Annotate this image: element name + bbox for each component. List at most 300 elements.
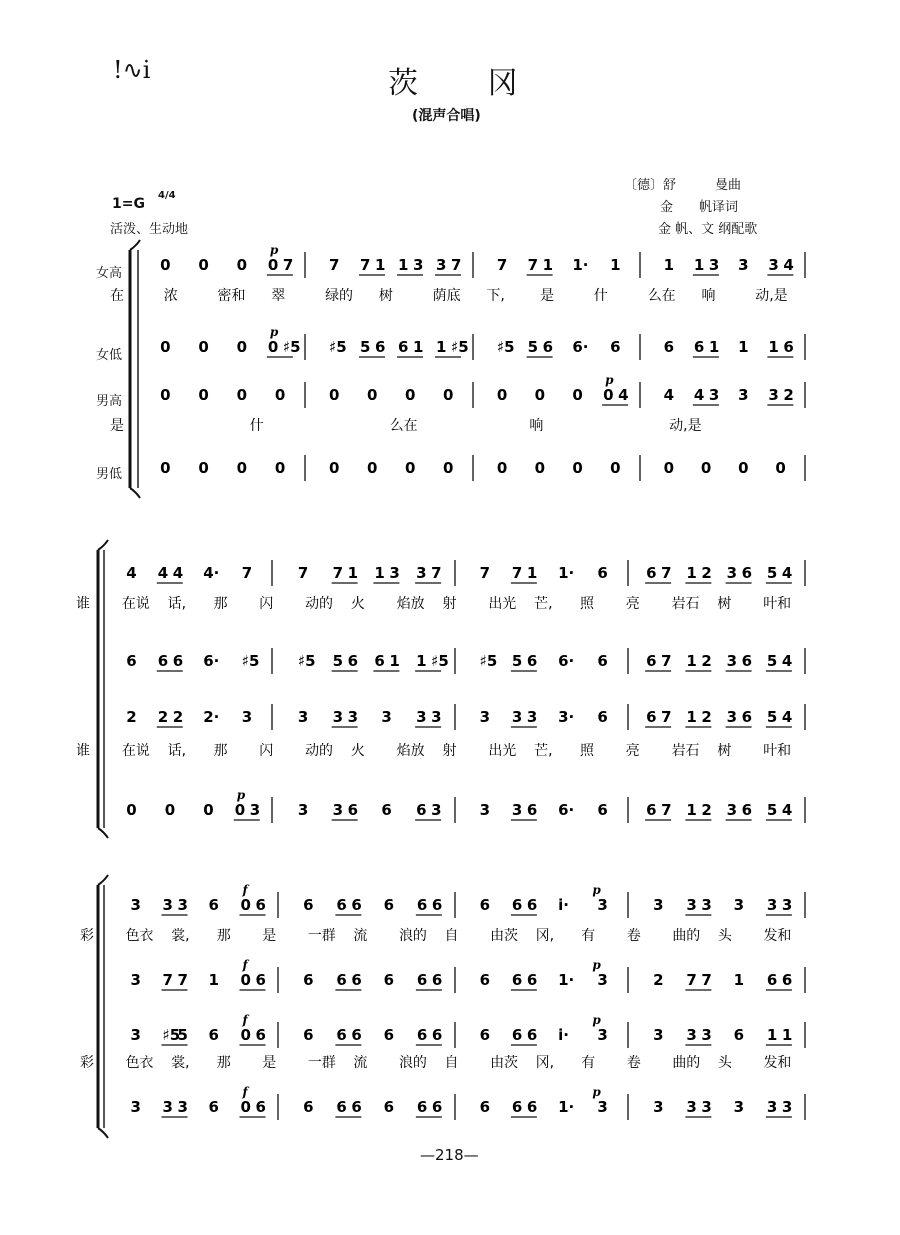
note: 6· <box>572 338 589 356</box>
note: 0 <box>203 801 214 819</box>
note: 0 <box>405 459 416 477</box>
note: 6 <box>511 1098 523 1116</box>
note: 7 <box>527 256 539 274</box>
note: 6 <box>383 1098 395 1116</box>
note: 6 <box>431 1098 443 1116</box>
note: 7 <box>431 564 442 582</box>
note: 3 <box>701 1098 712 1116</box>
note: 6 <box>597 564 608 582</box>
tempo-marking: 活泼、生动地 <box>110 222 189 237</box>
lyric: 浪的 <box>398 928 427 944</box>
note: 6 <box>646 708 657 726</box>
handwritten-mark: !∿i <box>113 56 151 84</box>
lyric: 动的 <box>305 596 334 612</box>
note: 3 <box>768 256 779 274</box>
note: 0 <box>572 386 583 404</box>
lyric: 是 <box>262 928 277 944</box>
note: 3 <box>332 708 344 726</box>
note: 0 <box>240 1026 251 1044</box>
lyric: 动,是 <box>669 418 702 434</box>
dynamic-mark: p <box>236 788 246 802</box>
lyric: 岩石 <box>671 596 700 612</box>
note: 7 <box>479 564 491 582</box>
note: 3 <box>766 1098 778 1116</box>
note: 4· <box>203 564 220 582</box>
note: 7 <box>661 564 672 582</box>
note: 3 <box>297 708 309 726</box>
note: 6· <box>558 652 575 670</box>
lyric: 有 <box>581 928 596 944</box>
note: 3 <box>389 564 400 582</box>
dynamic-mark: f <box>242 1085 248 1099</box>
lyric: 芒, <box>534 743 553 759</box>
note: 1 <box>542 256 554 274</box>
note: 1 <box>663 256 675 274</box>
lyric: 翠 <box>271 288 286 304</box>
lyric: 在说 <box>121 743 150 759</box>
dynamic-mark: f <box>242 958 248 972</box>
note: 0 <box>160 338 171 356</box>
lyric: 有 <box>581 1055 596 1071</box>
note: 0 <box>405 386 416 404</box>
note: 0 <box>160 386 171 404</box>
lyric: 亮 <box>625 743 640 759</box>
note: 1 <box>526 564 538 582</box>
lyric: 曲的 <box>672 1055 701 1071</box>
lyric: 由茨 <box>490 1055 519 1071</box>
note: 3 <box>332 801 344 819</box>
note: 6 <box>303 1098 314 1116</box>
lyric: 响 <box>529 418 544 434</box>
lyric: 一群 <box>307 928 336 944</box>
dynamic-mark: p <box>269 325 279 339</box>
lyric: 火 <box>350 743 365 759</box>
lyric: 荫底 <box>432 288 461 304</box>
lyric: 什 <box>249 418 264 434</box>
note: 3 <box>766 896 778 914</box>
note: 1 <box>398 256 409 274</box>
note: 6 <box>597 652 608 670</box>
note: 1 <box>738 338 749 356</box>
lyric: 闪 <box>259 596 274 612</box>
note: 1· <box>572 256 589 274</box>
note: 2 <box>783 386 794 404</box>
note: 3 <box>130 896 141 914</box>
note: 6 <box>479 971 491 989</box>
note: ♯5 <box>431 652 449 670</box>
note: 3 <box>177 896 188 914</box>
lyric: 动的 <box>305 743 334 759</box>
page-number: —218— <box>420 1146 479 1164</box>
note: 2 <box>172 708 184 726</box>
note: 3 <box>597 896 608 914</box>
note: 3 <box>130 971 141 989</box>
note: 7 <box>661 801 672 819</box>
dynamic-mark: p <box>592 958 601 972</box>
note: 3 <box>597 971 608 989</box>
note: 6 <box>374 652 385 670</box>
note: 3 <box>413 256 424 274</box>
note: 3 <box>686 896 697 914</box>
note: 3 <box>781 896 793 914</box>
note: 7 <box>241 564 253 582</box>
note: 6 <box>303 896 314 914</box>
note: 5 <box>511 652 523 670</box>
note: 6 <box>416 896 428 914</box>
note: 1· <box>558 1098 575 1116</box>
note: 2 <box>701 801 712 819</box>
note: 2 <box>701 564 712 582</box>
note: 7 <box>360 256 371 274</box>
note: 6 <box>351 1098 362 1116</box>
lyric: 是 <box>262 1055 277 1071</box>
note: 0 <box>738 459 749 477</box>
note: 6 <box>383 896 395 914</box>
lyric: 自 <box>444 1055 459 1071</box>
note: 5 <box>766 652 778 670</box>
lyric: 发和 <box>763 1055 792 1071</box>
lyric: 动,是 <box>755 288 788 304</box>
note: 6 <box>526 652 538 670</box>
note: 6 <box>693 338 705 356</box>
lyric: 什 <box>593 288 608 304</box>
dynamic-mark: p <box>269 243 279 257</box>
note: 2 <box>126 708 137 726</box>
note: 3 <box>597 1098 608 1116</box>
lyric: 照 <box>579 596 594 612</box>
note: 3 <box>708 256 720 274</box>
lyric: 密和 <box>217 288 246 304</box>
lyric: 一群 <box>307 1055 336 1071</box>
note: 6 <box>336 971 347 989</box>
note: 6 <box>526 1026 538 1044</box>
lyric: 么在 <box>647 288 676 304</box>
note: 1 <box>733 971 745 989</box>
bracket-hook-bottom <box>98 828 108 838</box>
lyric: 谁 <box>76 596 90 612</box>
note: 3 <box>526 708 538 726</box>
note: 3 <box>686 1026 697 1044</box>
note: 7 <box>661 652 672 670</box>
part-label-soprano: 女高 <box>96 266 123 281</box>
note: 0 <box>267 338 279 356</box>
note: 6 <box>383 971 395 989</box>
lyric: 那 <box>216 1055 231 1071</box>
note: 0 <box>367 386 378 404</box>
note: 6 <box>781 971 793 989</box>
note: 3 <box>436 256 447 274</box>
note: 3 <box>162 896 173 914</box>
note: 0 <box>274 459 286 477</box>
note: 6 <box>381 801 392 819</box>
note: 0 <box>240 896 251 914</box>
note: 6 <box>646 652 657 670</box>
note: 6 <box>597 801 608 819</box>
note: ♯5 <box>282 338 301 356</box>
lyric: 树 <box>717 743 732 759</box>
note: 7 <box>511 564 523 582</box>
note: 1 <box>347 564 359 582</box>
note: 0 <box>160 256 171 274</box>
note: 1 <box>375 256 386 274</box>
dynamic-mark: f <box>242 1013 248 1027</box>
note: 6 <box>526 801 538 819</box>
note: 0 <box>603 386 614 404</box>
note: 3 <box>726 564 738 582</box>
note: 6 <box>479 1026 491 1044</box>
lyric: 出光 <box>488 743 517 759</box>
note: 0 <box>198 256 209 274</box>
note: 0 <box>198 338 209 356</box>
lyric: 叶和 <box>763 743 792 759</box>
note: 0 <box>329 459 340 477</box>
note: 3 <box>431 801 442 819</box>
dynamic-mark: p <box>592 1013 601 1027</box>
lyric: 浪的 <box>398 1055 427 1071</box>
note: 3 <box>479 708 491 726</box>
note: 4 <box>781 564 793 582</box>
note: ♯5 <box>496 338 515 356</box>
note: 6 <box>336 1098 347 1116</box>
note: 0 <box>160 459 171 477</box>
note: 0 <box>236 386 248 404</box>
note: 6 <box>303 1026 314 1044</box>
note: 6 <box>741 564 753 582</box>
part-label-alto: 女低 <box>96 348 123 363</box>
note: 6 <box>479 896 491 914</box>
note: 0 <box>534 459 546 477</box>
note: 0 <box>329 386 340 404</box>
note: 5 <box>332 652 344 670</box>
note: 1 <box>686 708 697 726</box>
note: 6 <box>741 708 753 726</box>
note: 1 <box>781 1026 793 1044</box>
lyric: 闪 <box>259 743 274 759</box>
lyric: 谁 <box>76 743 90 759</box>
note: 1 <box>686 801 697 819</box>
note: 6 <box>157 652 169 670</box>
note: 3 <box>738 386 749 404</box>
note: 2 <box>157 708 169 726</box>
note: 2 <box>701 708 712 726</box>
note: 4 <box>172 564 184 582</box>
note: 7 <box>701 971 712 989</box>
lyric: 亮 <box>625 596 640 612</box>
note: 4 <box>663 386 675 404</box>
lyric: 是 <box>110 418 124 434</box>
note: 7 <box>496 256 508 274</box>
note: 3 <box>781 1098 793 1116</box>
note: 5 <box>177 1026 188 1044</box>
note: 1 <box>413 338 424 356</box>
note: i· <box>558 1026 569 1044</box>
note: 3 <box>733 1098 745 1116</box>
note: 4 <box>783 256 794 274</box>
note: 6 <box>526 896 538 914</box>
note: 6 <box>766 971 778 989</box>
note: 2· <box>203 708 220 726</box>
note: 3 <box>768 386 779 404</box>
lyric: 绿的 <box>325 288 354 304</box>
note: 6 <box>479 1098 491 1116</box>
note: 6 <box>126 652 137 670</box>
bracket-hook-top <box>130 240 140 250</box>
dynamic-mark: p <box>592 1085 601 1099</box>
note: 0 <box>572 459 583 477</box>
note: 0 <box>198 386 209 404</box>
note: ♯5 <box>451 338 469 356</box>
note: ♯5 <box>162 1026 181 1044</box>
note: 4 <box>693 386 705 404</box>
lyric: 由茨 <box>490 928 519 944</box>
note: 0 <box>236 338 248 356</box>
note: 6 <box>542 338 554 356</box>
note: 3 <box>297 801 309 819</box>
note: 3 <box>726 652 738 670</box>
note: 3 <box>249 801 261 819</box>
note: 3 <box>701 1026 712 1044</box>
lyric: 冈, <box>535 1055 555 1071</box>
note: 6 <box>733 1026 745 1044</box>
note: 0 <box>610 459 621 477</box>
lyric: 树 <box>717 596 732 612</box>
note: 6 <box>255 896 266 914</box>
lyric: 焰放 <box>396 743 425 759</box>
time-signature: 4/4 <box>158 190 176 201</box>
note: 3 <box>597 1026 608 1044</box>
credit-translator: 金 帆译词 <box>660 200 739 215</box>
note: 6 <box>741 652 753 670</box>
lyric: 射 <box>442 743 457 759</box>
note: 6 <box>208 1098 219 1116</box>
note: ♯5 <box>297 652 316 670</box>
note: 6 <box>431 896 443 914</box>
note: 6 <box>511 1026 523 1044</box>
note: 6 <box>511 896 523 914</box>
lyric: 叶和 <box>763 596 792 612</box>
note: 3 <box>416 564 427 582</box>
lyric: 彩 <box>80 1055 94 1071</box>
note: 3 <box>686 1098 697 1116</box>
note: 0 <box>164 801 176 819</box>
note: 6 <box>783 338 794 356</box>
note: 6 <box>646 564 657 582</box>
note: 6 <box>416 801 427 819</box>
note: 0 <box>534 386 546 404</box>
note: 3 <box>511 801 523 819</box>
note: 1 <box>766 1026 778 1044</box>
note: 0 <box>496 459 508 477</box>
bracket-hook-top <box>98 540 108 550</box>
note: 5 <box>360 338 371 356</box>
note: 3 <box>177 1098 188 1116</box>
note: 3· <box>558 708 575 726</box>
note: 3 <box>733 896 745 914</box>
note: 6 <box>336 1026 347 1044</box>
lyric: 自 <box>444 928 459 944</box>
note: 1 <box>208 971 219 989</box>
key-signature: 1=G <box>112 196 145 212</box>
note: 7 <box>177 971 188 989</box>
lyric: 卷 <box>626 928 641 944</box>
note: 3 <box>511 708 523 726</box>
note: 3 <box>726 801 738 819</box>
note: 4 <box>781 708 793 726</box>
lyric: 彩 <box>80 928 94 944</box>
lyric: 浓 <box>163 288 178 304</box>
note: 7 <box>297 564 309 582</box>
note: ♯5 <box>241 652 260 670</box>
lyric: 树 <box>378 288 393 304</box>
note: 0 <box>236 459 248 477</box>
note: 3 <box>130 1098 141 1116</box>
note: 3 <box>653 896 664 914</box>
note: 6 <box>597 708 608 726</box>
part-label-bass: 男低 <box>96 467 123 482</box>
note: 1 <box>416 652 427 670</box>
note: 1 <box>768 338 779 356</box>
lyric: 响 <box>701 288 716 304</box>
note: 6 <box>383 1026 395 1044</box>
note: 6 <box>375 338 386 356</box>
note: 4 <box>157 564 169 582</box>
note: i· <box>558 896 569 914</box>
lyric: 那 <box>213 743 228 759</box>
note: 6 <box>255 1026 266 1044</box>
lyric: 芒, <box>534 596 553 612</box>
note: 3 <box>162 1098 173 1116</box>
note: 0 <box>267 256 279 274</box>
note: 3 <box>653 1098 664 1116</box>
lyric: 流 <box>353 928 368 944</box>
lyric: 下, <box>486 288 505 304</box>
lyric: 话, <box>167 743 187 759</box>
note: 5 <box>766 564 778 582</box>
note: 0 <box>240 1098 251 1116</box>
note: 1 <box>436 338 447 356</box>
part-label-tenor: 男高 <box>96 394 123 409</box>
note: 6 <box>255 1098 266 1116</box>
note: 0 <box>234 801 246 819</box>
dynamic-mark: f <box>242 883 248 897</box>
note: 4 <box>126 564 137 582</box>
note: 1 <box>389 652 400 670</box>
bracket-hook-bottom <box>130 488 140 498</box>
lyric: 头 <box>717 928 732 944</box>
note: 0 <box>126 801 137 819</box>
lyric: 么在 <box>389 418 418 434</box>
note: 6 <box>398 338 409 356</box>
note: 0 <box>367 459 378 477</box>
lyric: 火 <box>350 596 365 612</box>
lyric: 出光 <box>488 596 517 612</box>
note: 7 <box>162 971 173 989</box>
lyric: 发和 <box>763 928 792 944</box>
dynamic-mark: p <box>605 373 614 387</box>
note: 7 <box>661 708 672 726</box>
note: 6 <box>208 1026 219 1044</box>
note: 6 <box>526 971 538 989</box>
lyric: 头 <box>717 1055 732 1071</box>
lyric: 在 <box>110 288 124 304</box>
note: ♯5 <box>479 652 498 670</box>
note: 1· <box>558 971 575 989</box>
lyric: 焰放 <box>396 596 425 612</box>
bracket-hook-top <box>98 875 108 885</box>
lyric: 色衣 <box>125 928 154 944</box>
lyric: 照 <box>579 743 594 759</box>
note: 6 <box>416 1026 428 1044</box>
